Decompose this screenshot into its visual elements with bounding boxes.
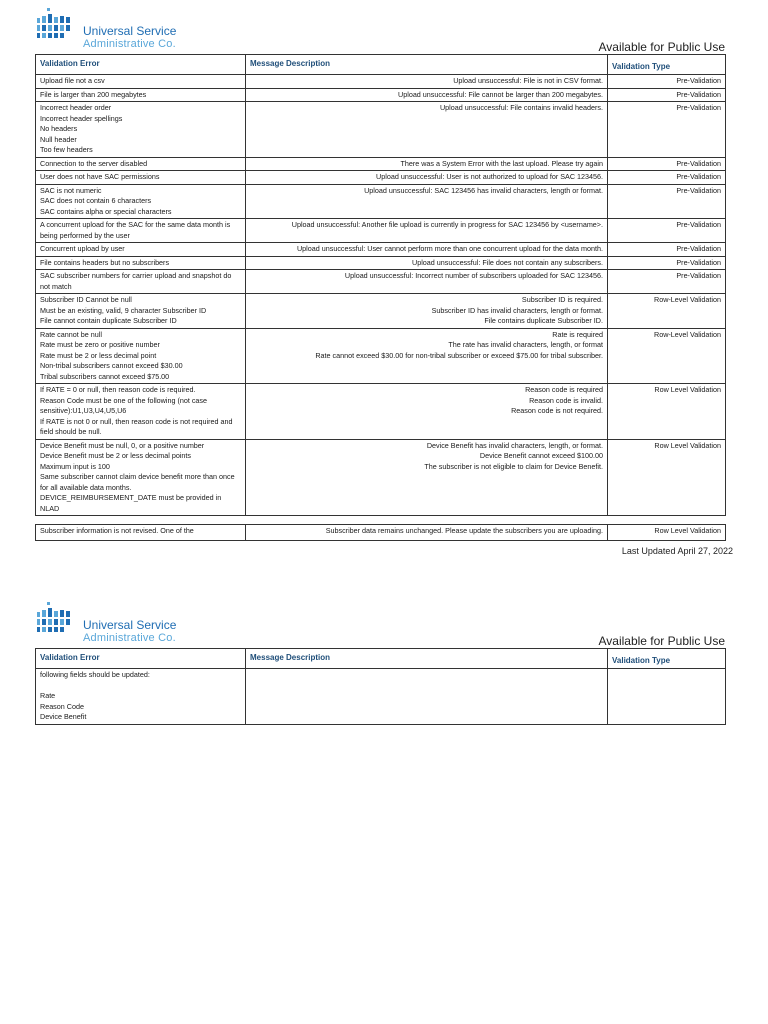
message-description-line: Subscriber data remains unchanged. Please update the subscribers you are uploading. (325, 526, 603, 535)
public-use-label-page2: Available for Public Use (598, 634, 725, 648)
validation-error-line: Too few headers (40, 145, 93, 154)
table-row (36, 669, 726, 725)
logo-name-line1: Universal Service (83, 618, 177, 632)
table-row (36, 384, 726, 440)
message-description-line: Reason code is required (525, 385, 603, 394)
validation-error-line: Rate must be zero or positive number (40, 340, 160, 349)
logo-name-line2: Administrative Co. (83, 38, 176, 50)
validation-error-line: Incorrect header spellings (40, 113, 123, 123)
validation-type-cell: Pre-Validation (608, 270, 726, 294)
validation-error-cell (36, 294, 246, 329)
validation-error-cell (36, 102, 246, 158)
last-updated: Last Updated April 27, 2022 (621, 546, 733, 556)
table-row (36, 243, 726, 257)
message-description-cell (246, 294, 608, 329)
message-description-cell (246, 328, 608, 384)
validation-type-cell: Row Level Validation (608, 384, 726, 440)
validation-error-line: SAC is not numeric (40, 185, 102, 195)
message-description-line: Subscriber ID is required. (521, 295, 603, 304)
table-row (36, 256, 726, 270)
validation-error-line: Rate cannot be null (40, 329, 102, 339)
table-row (36, 102, 726, 158)
logo-name-line2: Administrative Co. (83, 632, 176, 644)
validation-error-line: Upload file not a csv (40, 76, 105, 85)
validation-table (35, 54, 726, 541)
page-break-gap (36, 516, 726, 525)
validation-error-cell (36, 219, 246, 243)
validation-table-page2 (35, 648, 726, 725)
message-description-cell (246, 243, 608, 257)
message-description-cell (246, 102, 608, 158)
header-validation-type: Validation Type (608, 55, 726, 75)
validation-error-line: Connection to the server disabled (40, 158, 148, 168)
validation-error-line: No headers (40, 124, 78, 133)
usac-logo (33, 8, 193, 50)
header-validation-error: Validation Error (36, 55, 246, 75)
validation-type-cell: Pre-Validation (608, 157, 726, 171)
validation-error-line: Maximum input is 100 (40, 461, 110, 471)
message-description-cell (246, 219, 608, 243)
validation-type-cell: Row Level Validation (608, 525, 726, 541)
table-row (36, 88, 726, 102)
validation-error-line: Reason Code must be one of the following (not case sensitive):U1,U3,U4,U5,U6 (40, 395, 208, 415)
validation-type-cell: Pre-Validation (608, 75, 726, 89)
validation-error-line: If RATE is not 0 or null, then reason code is not required and field should be null. (40, 416, 233, 436)
message-description-line: Upload unsuccessful: Incorrect number of subscribers uploaded for SAC 123456. (344, 271, 603, 280)
table-row (36, 294, 726, 329)
validation-error-line: Device Benefit must be null, 0, or a positive number (40, 440, 205, 450)
validation-type-cell: Pre-Validation (608, 243, 726, 257)
validation-error-line: File is larger than 200 megabytes (40, 89, 147, 99)
message-description-cell (246, 171, 608, 185)
validation-error-cell (36, 328, 246, 384)
validation-error-cell (36, 184, 246, 219)
validation-error-line: If RATE = 0 or null, then reason code is required. (40, 385, 196, 394)
validation-type-cell: Pre-Validation (608, 102, 726, 158)
validation-error-line: Non-tribal subscribers cannot exceed $30.00 (40, 361, 183, 370)
validation-error-cell (36, 243, 246, 257)
message-description-line: Upload unsuccessful: SAC 123456 has invalid characters, length or format. (364, 185, 603, 195)
header-message-description: Message Description (246, 55, 608, 75)
validation-error-cell (36, 270, 246, 294)
message-description-line: Rate cannot exceed $30.00 for non-tribal subscriber or exceed $75.00 for tribal subscriber. (315, 350, 603, 360)
message-description-line: The subscriber is not eligible to claim for Device Benefit. (424, 461, 603, 471)
validation-error-line: Incorrect header order (40, 103, 112, 112)
validation-error-line: File cannot contain duplicate Subscriber ID (40, 316, 177, 325)
message-description-line: Rate is required (552, 329, 603, 339)
header-message-description: Message Description (246, 649, 608, 669)
validation-type-cell: Pre-Validation (608, 88, 726, 102)
validation-error-line: Subscriber information is not revised. One of the (40, 526, 194, 535)
usac-logo-page2 (33, 602, 193, 644)
validation-error-cell (36, 669, 246, 725)
logo-name-line1: Universal Service (83, 24, 177, 38)
message-description-cell (246, 270, 608, 294)
validation-error-line: Device Benefit (40, 712, 87, 721)
message-description-cell (246, 384, 608, 440)
validation-error-cell (36, 525, 246, 541)
usac-logo-icon (33, 602, 77, 644)
message-description-line: There was a System Error with the last upload. Please try again (400, 158, 603, 168)
validation-error-line: Same subscriber cannot claim device benefit more than once for all available data months. (40, 472, 235, 492)
validation-rows-page2 (36, 669, 726, 725)
message-description-line: Upload unsuccessful: File is not in CSV format. (453, 76, 603, 85)
validation-error-line: Reason Code (40, 701, 84, 711)
table-row (36, 525, 726, 541)
validation-error-line: Rate (40, 691, 56, 700)
message-description-cell (246, 669, 608, 725)
validation-type-cell: Pre-Validation (608, 184, 726, 219)
table-row (36, 171, 726, 185)
table-row (36, 75, 726, 89)
usac-logo-icon (33, 8, 77, 50)
table-row (36, 184, 726, 219)
validation-error-cell (36, 88, 246, 102)
message-description-line: Device Benefit has invalid characters, length, or format. (426, 440, 603, 450)
message-description-line: The rate has invalid characters, length, or format (448, 340, 603, 349)
validation-error-line: Device Benefit must be 2 or less decimal points (40, 451, 192, 460)
validation-type-cell: Pre-Validation (608, 171, 726, 185)
validation-error-cell (36, 439, 246, 516)
message-description-cell (246, 525, 608, 541)
message-description-line: Reason code is not required. (511, 406, 603, 415)
header-validation-type: Validation Type (608, 649, 726, 669)
message-description-line: Subscriber ID has invalid characters, length or format. (431, 305, 603, 315)
validation-error-line: A concurrent upload for the SAC for the same data month is being performed by the user (40, 220, 231, 240)
validation-error-line: Concurrent upload by user (40, 244, 125, 253)
validation-type-cell: Pre-Validation (608, 256, 726, 270)
table-row (36, 219, 726, 243)
message-description-cell (246, 75, 608, 89)
validation-error-cell (36, 171, 246, 185)
validation-error-line: Null header (40, 134, 77, 144)
message-description-cell (246, 88, 608, 102)
validation-error-line: Subscriber ID Cannot be null (40, 295, 132, 304)
message-description-cell (246, 184, 608, 219)
validation-type-cell: Pre-Validation (608, 219, 726, 243)
message-description-line: File contains duplicate Subscriber ID. (484, 316, 603, 325)
validation-error-line: User does not have SAC permissions (40, 172, 160, 181)
message-description-cell (246, 439, 608, 516)
validation-error-line: File contains headers but no subscribers (40, 257, 170, 267)
message-description-line: Reason code is invalid. (529, 395, 603, 405)
table-row (36, 157, 726, 171)
message-description-line: Upload unsuccessful: File contains invalid headers. (439, 103, 603, 112)
validation-type-cell: Row Level Validation (608, 439, 726, 516)
header-validation-error: Validation Error (36, 649, 246, 669)
table-row (36, 270, 726, 294)
table-row (36, 439, 726, 516)
message-description-line: Upload unsuccessful: Another file upload is currently in progress for SAC 123456 by <username>. (291, 220, 603, 229)
validation-error-line: Must be an existing, valid, 9 character Subscriber ID (40, 305, 207, 315)
message-description-line: Upload unsuccessful: File does not contain any subscribers. (412, 257, 603, 267)
public-use-label: Available for Public Use (598, 40, 725, 54)
validation-error-line: following fields should be updated: (40, 670, 150, 679)
validation-error-line: SAC does not contain 6 characters (40, 196, 152, 205)
validation-rows (36, 75, 726, 541)
validation-error-line: SAC contains alpha or special characters (40, 206, 172, 216)
validation-error-cell (36, 384, 246, 440)
table-row (36, 328, 726, 384)
message-description-cell (246, 256, 608, 270)
message-description-line: Upload unsuccessful: User is not authorized to upload for SAC 123456. (376, 172, 603, 181)
validation-error-line: SAC subscriber numbers for carrier upload and snapshot do not match (40, 271, 232, 291)
message-description-line: Upload unsuccessful: File cannot be larger than 200 megabytes. (398, 89, 603, 99)
validation-error-cell (36, 75, 246, 89)
message-description-line: Device Benefit cannot exceed $100.00 (479, 451, 603, 460)
message-description-line: Upload unsuccessful: User cannot perform more than one concurrent upload for the data month. (296, 244, 603, 253)
validation-error-cell (36, 157, 246, 171)
validation-error-line (40, 681, 241, 692)
validation-error-line: DEVICE_REIMBURSEMENT_DATE must be provided in NLAD (40, 493, 222, 513)
message-description-cell (246, 157, 608, 171)
validation-error-cell (36, 256, 246, 270)
validation-type-cell: Row-Level Validation (608, 294, 726, 329)
validation-error-line: Tribal subscribers cannot exceed $75.00 (40, 371, 170, 381)
validation-type-cell (608, 669, 726, 725)
validation-error-line: Rate must be 2 or less decimal point (40, 350, 157, 360)
validation-type-cell: Row-Level Validation (608, 328, 726, 384)
